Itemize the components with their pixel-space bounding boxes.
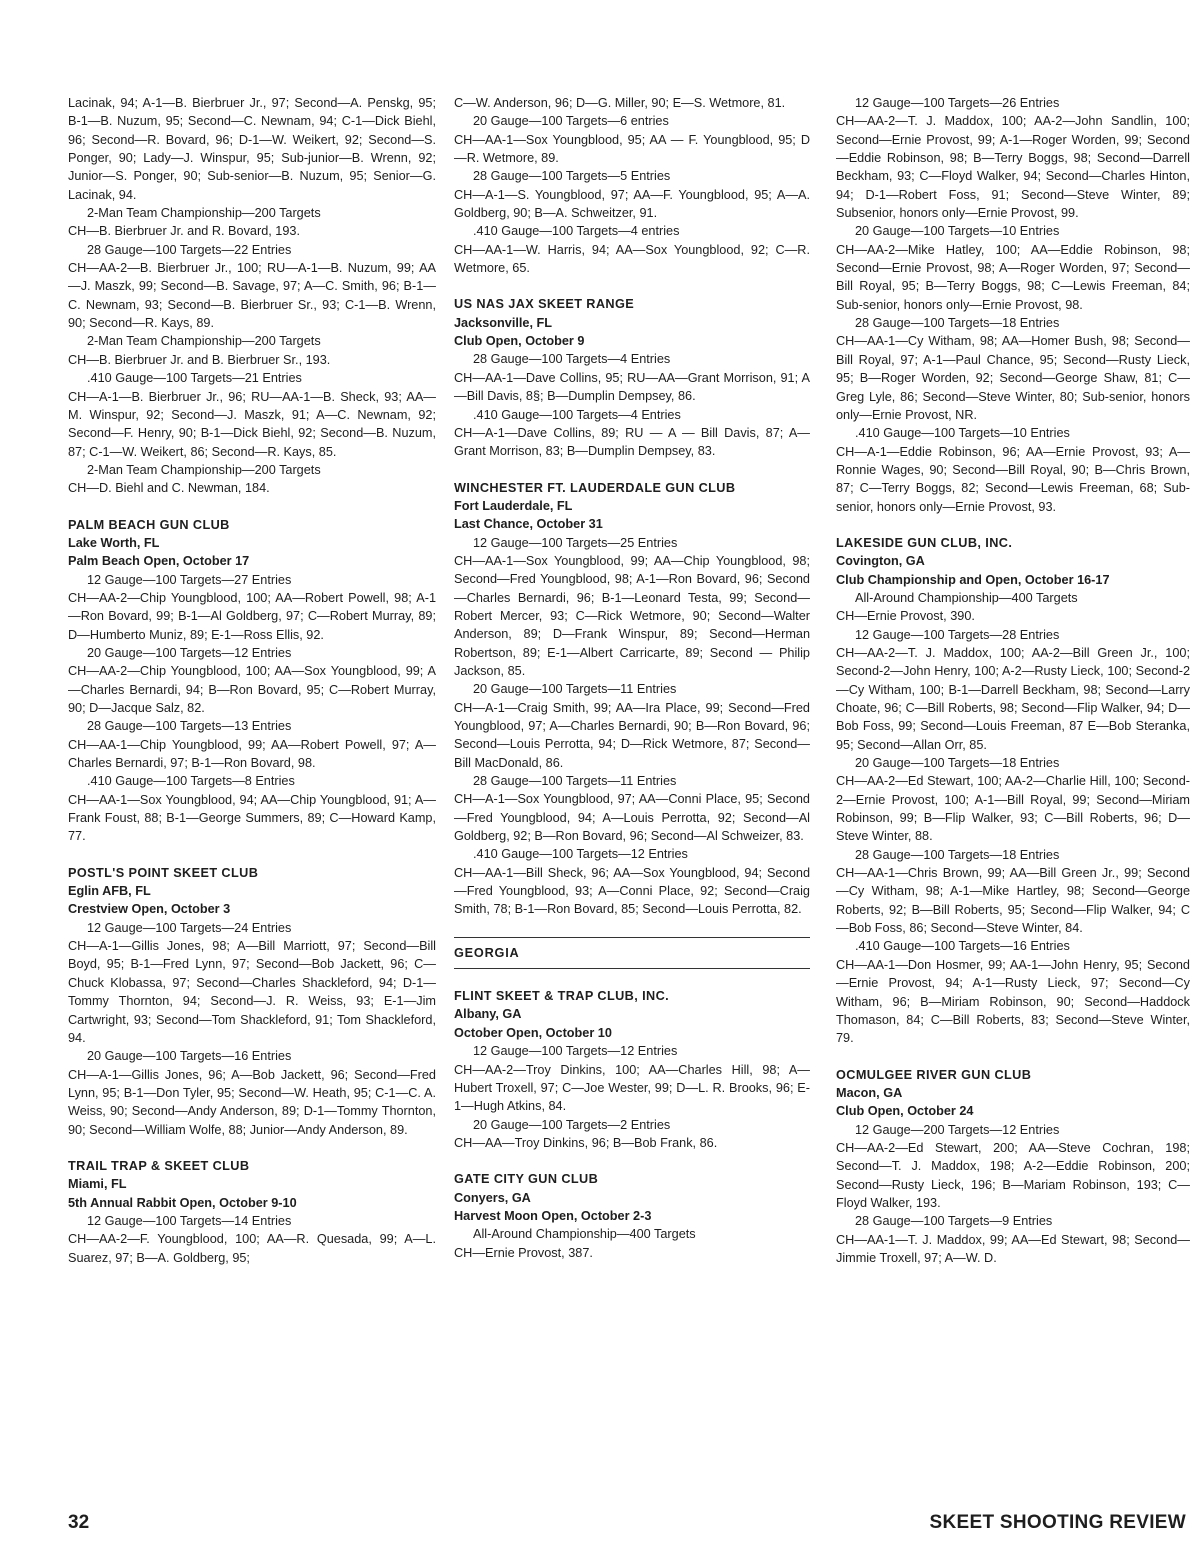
results-text: CH—A-1—Gillis Jones, 96; A—Bob Jackett, 96; Second—Fred Lynn, 95; B-1—Don Tyler, 95; Second—W. Heath, 95; C-1—C. A. Weiss, 90; Second—Andy Anderson, 89; D-1—Tommy Thornton, 90; Second—William Wolfe, 88; Junior—Andy Anderson, 89. bbox=[68, 1067, 436, 1137]
block-spacer bbox=[836, 516, 1190, 534]
club-listing bbox=[454, 295, 810, 460]
column-1 bbox=[68, 94, 436, 1267]
results-continued bbox=[454, 94, 810, 277]
event-heading: 20 Gauge—100 Targets—11 Entries bbox=[473, 682, 677, 697]
event-heading: All-Around Championship—400 Targets bbox=[855, 590, 1078, 605]
results-text: CH—Ernie Provost, 387. bbox=[454, 1245, 593, 1260]
results-text: CH—AA-1—W. Harris, 94; AA—Sox Youngblood, 92; C—R. Wetmore, 65. bbox=[454, 242, 810, 276]
block-spacer bbox=[836, 1048, 1190, 1066]
page-number: 32 bbox=[68, 1512, 90, 1533]
block-spacer bbox=[454, 461, 810, 479]
event-title: Last Chance, October 31 bbox=[454, 517, 603, 532]
results-continued bbox=[68, 94, 436, 498]
results-text: CH—AA-2—B. Bierbruer Jr., 100; RU—A-1—B. Nuzum, 99; AA—J. Maszk, 99; Second—B. Savage, 97; A—C. Smith, 96; B-1—C. Newnam, 93; Second—B. Bierbruer Sr., 93; C-1—B. Wrenn, 90; Second—R. Kays, 89. bbox=[68, 261, 436, 331]
block-spacer bbox=[68, 498, 436, 516]
event-heading: 28 Gauge—100 Targets—22 Entries bbox=[87, 242, 292, 257]
results-text: CH—AA-2—Troy Dinkins, 100; AA—Charles Hill, 98; A—Hubert Troxell, 97; C—Joe Wester, 99; D—L. R. Brooks, 96; E-1—Hugh Atkins, 84. bbox=[454, 1062, 810, 1114]
club-name: TRAIL TRAP & SKEET CLUB bbox=[68, 1158, 250, 1173]
club-location: Conyers, GA bbox=[454, 1190, 531, 1205]
event-heading: 20 Gauge—100 Targets—6 entries bbox=[473, 114, 669, 129]
results-text: CH—AA-2—Chip Youngblood, 100; AA—Robert Powell, 98; A-1—Ron Bovard, 99; B-1—Al Goldberg, 97; C—Robert Murray, 89; D—Humberto Muniz, 89; E-1—Ross Ellis, 92. bbox=[68, 590, 436, 642]
results-text: CH—D. Biehl and C. Newman, 184. bbox=[68, 481, 270, 496]
results-text: CH—A-1—Eddie Robinson, 96; AA—Ernie Provost, 93; A—Ronnie Wages, 90; Second—Bill Royal, 90; B—Chris Brown, 87; C—Terry Boggs, 82; Second—Lewis Freeman, 68; Sub-senior, honors only—Ernie Provost, 93. bbox=[836, 444, 1190, 514]
results-text: CH—AA-2—T. J. Maddox, 100; AA-2—Bill Green Jr., 100; Second-2—John Henry, 100; A-2—Rusty Lieck, 100; Second-2—Cy Witham, 100; B-1—Darrell Beckham, 98; Second—Larry Choate, 96; C—Bill Roberts, 98; Second—Flip Walker, 94; D—Bob Foss, 99; Second—Louis Freeman, 87 E—Bob Steranka, 95; Second—Allan Orr, 85. bbox=[836, 645, 1190, 752]
column-2 bbox=[454, 94, 810, 1262]
event-heading: .410 Gauge—100 Targets—21 Entries bbox=[87, 371, 302, 386]
event-heading: 12 Gauge—100 Targets—27 Entries bbox=[87, 572, 292, 587]
results-text: CH—AA-1—Cy Witham, 98; AA—Homer Bush, 98; Second—Bill Royal, 97; A-1—Paul Chance, 95; Second—Rusty Lieck, 95; B—Roger Worden, 92; Second—George Shaw, 81; C—Greg Lyle, 86; Second—Steve Winter, 80; Sub-senior, honors only—Ernie Provost, NR. bbox=[836, 334, 1190, 422]
event-heading: All-Around Championship—400 Targets bbox=[473, 1227, 696, 1242]
block-spacer bbox=[68, 1139, 436, 1157]
results-text: CH—AA-2—Ed Stewart, 100; AA-2—Charlie Hill, 100; Second-2—Ernie Provost, 100; A-1—Bill Royal, 99; Second—Miriam Robinson, 99; B—Flip Walker, 93; C—Bill Roberts, 96; D—Steve Winter, 88. bbox=[836, 774, 1190, 844]
event-heading: 20 Gauge—100 Targets—10 Entries bbox=[855, 224, 1060, 239]
event-heading: .410 Gauge—100 Targets—4 Entries bbox=[473, 407, 681, 422]
club-listing bbox=[68, 1157, 436, 1267]
event-heading: 12 Gauge—100 Targets—24 Entries bbox=[87, 920, 292, 935]
column-3 bbox=[836, 94, 1190, 1267]
results-text: C—W. Anderson, 96; D—G. Miller, 90; E—S. Wetmore, 81. bbox=[454, 96, 786, 110]
event-heading: 2-Man Team Championship—200 Targets bbox=[87, 334, 321, 349]
event-heading: .410 Gauge—100 Targets—8 Entries bbox=[87, 774, 295, 789]
results-text: CH—AA-1—Sox Youngblood, 95; AA — F. Youngblood, 95; D—R. Wetmore, 89. bbox=[454, 132, 810, 166]
event-heading: 2-Man Team Championship—200 Targets bbox=[87, 206, 321, 221]
results-text: CH—A-1—B. Bierbruer Jr., 96; RU—AA-1—B. Sheck, 93; AA—M. Winspur, 92; Second—J. Maszk, 91; A—C. Newnam, 92; Second—F. Henry, 90; B-1—Dick Biehl, 92; Second—B. Nuzum, 87; C-1—W. Weikert, 86; Second—R. Kays, 85. bbox=[68, 389, 436, 459]
results-text: CH—AA-1—Bill Sheck, 96; AA—Sox Youngblood, 94; Second—Fred Youngblood, 93; A—Conni Place, 92; Second—Craig Smith, 78; B-1—Ron Bovard, 85; Second—Louis Perrotta, 82. bbox=[454, 865, 810, 917]
results-text: CH—A-1—Dave Collins, 89; RU — A — Bill Davis, 87; A—Grant Morrison, 83; B—Dumplin Dempsey, 83. bbox=[454, 425, 810, 459]
club-name: PALM BEACH GUN CLUB bbox=[68, 517, 230, 532]
club-name: LAKESIDE GUN CLUB, INC. bbox=[836, 535, 1013, 550]
results-text: CH—AA-1—T. J. Maddox, 99; AA—Ed Stewart, 98; Second—Jimmie Troxell, 97; A—W. D. bbox=[836, 1232, 1190, 1265]
event-heading: 20 Gauge—100 Targets—16 Entries bbox=[87, 1049, 292, 1064]
club-name: POSTL'S POINT SKEET CLUB bbox=[68, 865, 259, 880]
results-text: CH—AA-2—Ed Stewart, 200; AA—Steve Cochran, 198; Second—T. J. Maddox, 198; A-2—Eddie Robinson, 200; Second—Rusty Lieck, 196; B—Mariam Robinson, 193; C—Floyd Walker, 193. bbox=[836, 1140, 1190, 1210]
club-name: WINCHESTER FT. LAUDERDALE GUN CLUB bbox=[454, 480, 736, 495]
results-text: CH—AA-1—Chip Youngblood, 99; AA—Robert Powell, 97; A—Charles Bernardi, 97; B-1—Ron Bovard, 98. bbox=[68, 737, 436, 771]
event-heading: 28 Gauge—100 Targets—9 Entries bbox=[855, 1214, 1053, 1229]
club-listing bbox=[68, 864, 436, 1139]
event-heading: 12 Gauge—100 Targets—14 Entries bbox=[87, 1213, 292, 1228]
event-heading: .410 Gauge—100 Targets—4 entries bbox=[473, 224, 680, 239]
club-listing bbox=[836, 534, 1190, 1048]
event-title: Palm Beach Open, October 17 bbox=[68, 554, 250, 569]
event-heading: 20 Gauge—100 Targets—12 Entries bbox=[87, 645, 292, 660]
results-text: CH—A-1—Gillis Jones, 98; A—Bill Marriott, 97; Second—Bill Boyd, 95; B-1—Fred Lynn, 97; Second—Bob Jackett, 96; C—Chuck Klobassa, 97; Second—Charles Shackleford, 94; D-1—Tommy Thornton, 94; Second—J. R. Weiss, 93; E-1—Jim Cartwright, 93; Second—Tom Shackleford, 91; Tom Shackleford, 94. bbox=[68, 939, 436, 1045]
club-location: Eglin AFB, FL bbox=[68, 884, 151, 899]
event-title: October Open, October 10 bbox=[454, 1025, 612, 1040]
event-title: Club Open, October 24 bbox=[836, 1104, 974, 1119]
results-text: CH—A-1—Craig Smith, 99; AA—Ira Place, 99; Second—Fred Youngblood, 97; A—Charles Bernardi, 90; B—Ron Bovard, 96; Second—Louis Perrotta, 94; D—Rick Wetmore, 87; Second—Bill MacDonald, 86. bbox=[454, 700, 810, 770]
results-text: CH—AA-2—T. J. Maddox, 100; AA-2—John Sandlin, 100; Second—Ernie Provost, 99; A-1—Roger Worden, 99; Second—Eddie Robinson, 98; B—Terry Boggs, 98; Second—Darrell Beckham, 93; C—Floyd Walker, 94; Second—Charles Hinton, 94; D-1—Robert Foss, 91; Second—Steve Winter, 89; Subsenior, honors only—Ernie Provost, 99. bbox=[836, 114, 1190, 221]
results-text: CH—AA-1—Chris Brown, 99; AA—Bill Green Jr., 99; Second—Cy Witham, 98; A-1—Mike Hartley, 98; Second—George Roberts, 92; B—Bill Roberts, 95; Second—Flip Walker, 94; C—Bob Foss, 86; Second—Steve Winter, 84. bbox=[836, 866, 1190, 936]
club-listing bbox=[68, 516, 436, 846]
event-title: Club Championship and Open, October 16-17 bbox=[836, 572, 1110, 587]
club-listing bbox=[836, 1066, 1190, 1268]
results-text: CH—AA-1—Dave Collins, 95; RU—AA—Grant Morrison, 91; A—Bill Davis, 8§; B—Dumplin Dempsey, 86. bbox=[454, 370, 810, 404]
event-title: Club Open, October 9 bbox=[454, 334, 585, 349]
event-heading: .410 Gauge—100 Targets—10 Entries bbox=[855, 426, 1070, 441]
club-location: Covington, GA bbox=[836, 554, 925, 569]
event-heading: 12 Gauge—200 Targets—12 Entries bbox=[855, 1122, 1060, 1137]
block-spacer bbox=[454, 919, 810, 937]
results-text: CH—AA-2—Mike Hatley, 100; AA—Eddie Robinson, 98; Second—Ernie Provost, 98; A—Roger Worden, 97; Second—Bill Royal, 95; B—Terry Boggs, 98; C—Lewis Freeman, 84; Sub-senior, honors only—Ernie Provost, 98. bbox=[836, 242, 1190, 312]
results-text: CH—B. Bierbruer Jr. and B. Bierbruer Sr., 193. bbox=[68, 352, 331, 367]
event-heading: 28 Gauge—100 Targets—4 Entries bbox=[473, 352, 671, 367]
club-location: Macon, GA bbox=[836, 1085, 903, 1100]
block-spacer bbox=[454, 969, 810, 987]
results-text: CH—Ernie Provost, 390. bbox=[836, 609, 975, 624]
club-location: Lake Worth, FL bbox=[68, 535, 160, 550]
event-heading: 28 Gauge—100 Targets—18 Entries bbox=[855, 316, 1060, 331]
event-heading: 12 Gauge—100 Targets—25 Entries bbox=[473, 535, 678, 550]
event-heading: 12 Gauge—100 Targets—26 Entries bbox=[855, 96, 1060, 110]
block-spacer bbox=[454, 1152, 810, 1170]
results-text: CH—AA-1—Sox Youngblood, 99; AA—Chip Youngblood, 98; Second—Fred Youngblood, 98; A-1—Ron Bovard, 96; Second—Charles Bernardi, 96; B-1—Leonard Testa, 99; Second—Robert Mercer, 93; C—Rick Wetmore, 90; Second—Walter Anderson, 89; D—Frank Winspur, 89; Second—Herman Robertson, 89; E-1—Albert Carricarte, 89; Second — Philip Jackson, 85. bbox=[454, 553, 810, 678]
club-name: US NAS JAX SKEET RANGE bbox=[454, 297, 635, 312]
club-listing bbox=[454, 479, 810, 919]
event-heading: 28 Gauge—100 Targets—11 Entries bbox=[473, 774, 677, 789]
magazine-title: SKEET SHOOTING REVIEW bbox=[929, 1512, 1186, 1533]
state-section bbox=[454, 937, 810, 969]
club-listing bbox=[454, 987, 810, 1152]
event-heading: 28 Gauge—100 Targets—18 Entries bbox=[855, 847, 1060, 862]
event-title: Harvest Moon Open, October 2-3 bbox=[454, 1208, 652, 1223]
results-text: CH—A-1—S. Youngblood, 97; AA—F. Youngblood, 95; A—A. Goldberg, 90; B—A. Schweitzer, 91. bbox=[454, 187, 810, 221]
block-spacer bbox=[68, 846, 436, 864]
club-listing bbox=[454, 1170, 810, 1262]
event-heading: 12 Gauge—100 Targets—12 Entries bbox=[473, 1044, 678, 1059]
event-title: Crestview Open, October 3 bbox=[68, 902, 231, 917]
state-heading: GEORGIA bbox=[454, 945, 520, 960]
event-heading: .410 Gauge—100 Targets—16 Entries bbox=[855, 939, 1070, 954]
club-name: FLINT SKEET & TRAP CLUB, INC. bbox=[454, 989, 670, 1004]
results-text: CH—AA-1—Sox Youngblood, 94; AA—Chip Youngblood, 91; A—Frank Foust, 88; B-1—George Summers, 89; C—Howard Kamp, 77. bbox=[68, 792, 436, 844]
club-location: Jacksonville, FL bbox=[454, 315, 553, 330]
results-text: Lacinak, 94; A-1—B. Bierbruer Jr., 97; Second—A. Penskg, 95; B-1—B. Nuzum, 95; Second—C. Newnam, 94; C-1—Dick Biehl, 96; Second—R. Bovard, 96; D-1—W. Weikert, 92; Second—S. Ponger, 90; Lady—J. Winspur, 95; Sub-junior—B. Wrenn, 92; Junior—S. Ponger, 90; Sub-senior—B. Nuzum, 95; Senior—G. Lacinak, 94. bbox=[68, 96, 436, 202]
results-text: CH—AA-2—Chip Youngblood, 100; AA—Sox Youngblood, 99; A—Charles Bernardi, 94; B—Ron Bovard, 95; C—Robert Murray, 90; D—Jacque Salz, 82. bbox=[68, 664, 436, 715]
event-heading: 2-Man Team Championship—200 Targets bbox=[87, 462, 321, 477]
results-continued bbox=[836, 94, 1190, 516]
club-location: Miami, FL bbox=[68, 1177, 127, 1192]
results-text: CH—AA-1—Don Hosmer, 99; AA-1—John Henry, 95; Second—Ernie Provost, 94; A-1—Rusty Lieck, 97; Second—Cy Witham, 96; B—Miriam Robinson, 90; Second—Haddock Thomason, 84; C—Bill Roberts, 83; Second—Steve Winter, 79. bbox=[836, 957, 1190, 1046]
club-location: Fort Lauderdale, FL bbox=[454, 498, 573, 513]
event-heading: 28 Gauge—100 Targets—13 Entries bbox=[87, 719, 292, 734]
event-heading: 28 Gauge—100 Targets—5 Entries bbox=[473, 169, 671, 184]
results-text: CH—B. Bierbruer Jr. and R. Bovard, 193. bbox=[68, 224, 300, 239]
club-location: Albany, GA bbox=[454, 1007, 522, 1022]
block-spacer bbox=[454, 277, 810, 295]
event-heading: 12 Gauge—100 Targets—28 Entries bbox=[855, 627, 1060, 642]
event-heading: 20 Gauge—100 Targets—18 Entries bbox=[855, 756, 1060, 771]
event-heading: .410 Gauge—100 Targets—12 Entries bbox=[473, 847, 688, 862]
club-name: OCMULGEE RIVER GUN CLUB bbox=[836, 1067, 1032, 1082]
event-heading: 20 Gauge—100 Targets—2 Entries bbox=[473, 1117, 671, 1132]
event-title: 5th Annual Rabbit Open, October 9-10 bbox=[68, 1195, 297, 1210]
results-text: CH—AA—Troy Dinkins, 96; B—Bob Frank, 86. bbox=[454, 1135, 718, 1150]
results-text: CH—AA-2—F. Youngblood, 100; AA—R. Quesada, 99; A—L. Suarez, 97; B—A. Goldberg, 95; bbox=[68, 1232, 436, 1265]
club-name: GATE CITY GUN CLUB bbox=[454, 1172, 599, 1187]
results-text: CH—A-1—Sox Youngblood, 97; AA—Conni Place, 95; Second—Fred Youngblood, 94; A—Louis Perrotta, 92; Second—Al Goldberg, 92; B—Ron Bovard, 96; Second—Al Schweizer, 83. bbox=[454, 792, 810, 844]
